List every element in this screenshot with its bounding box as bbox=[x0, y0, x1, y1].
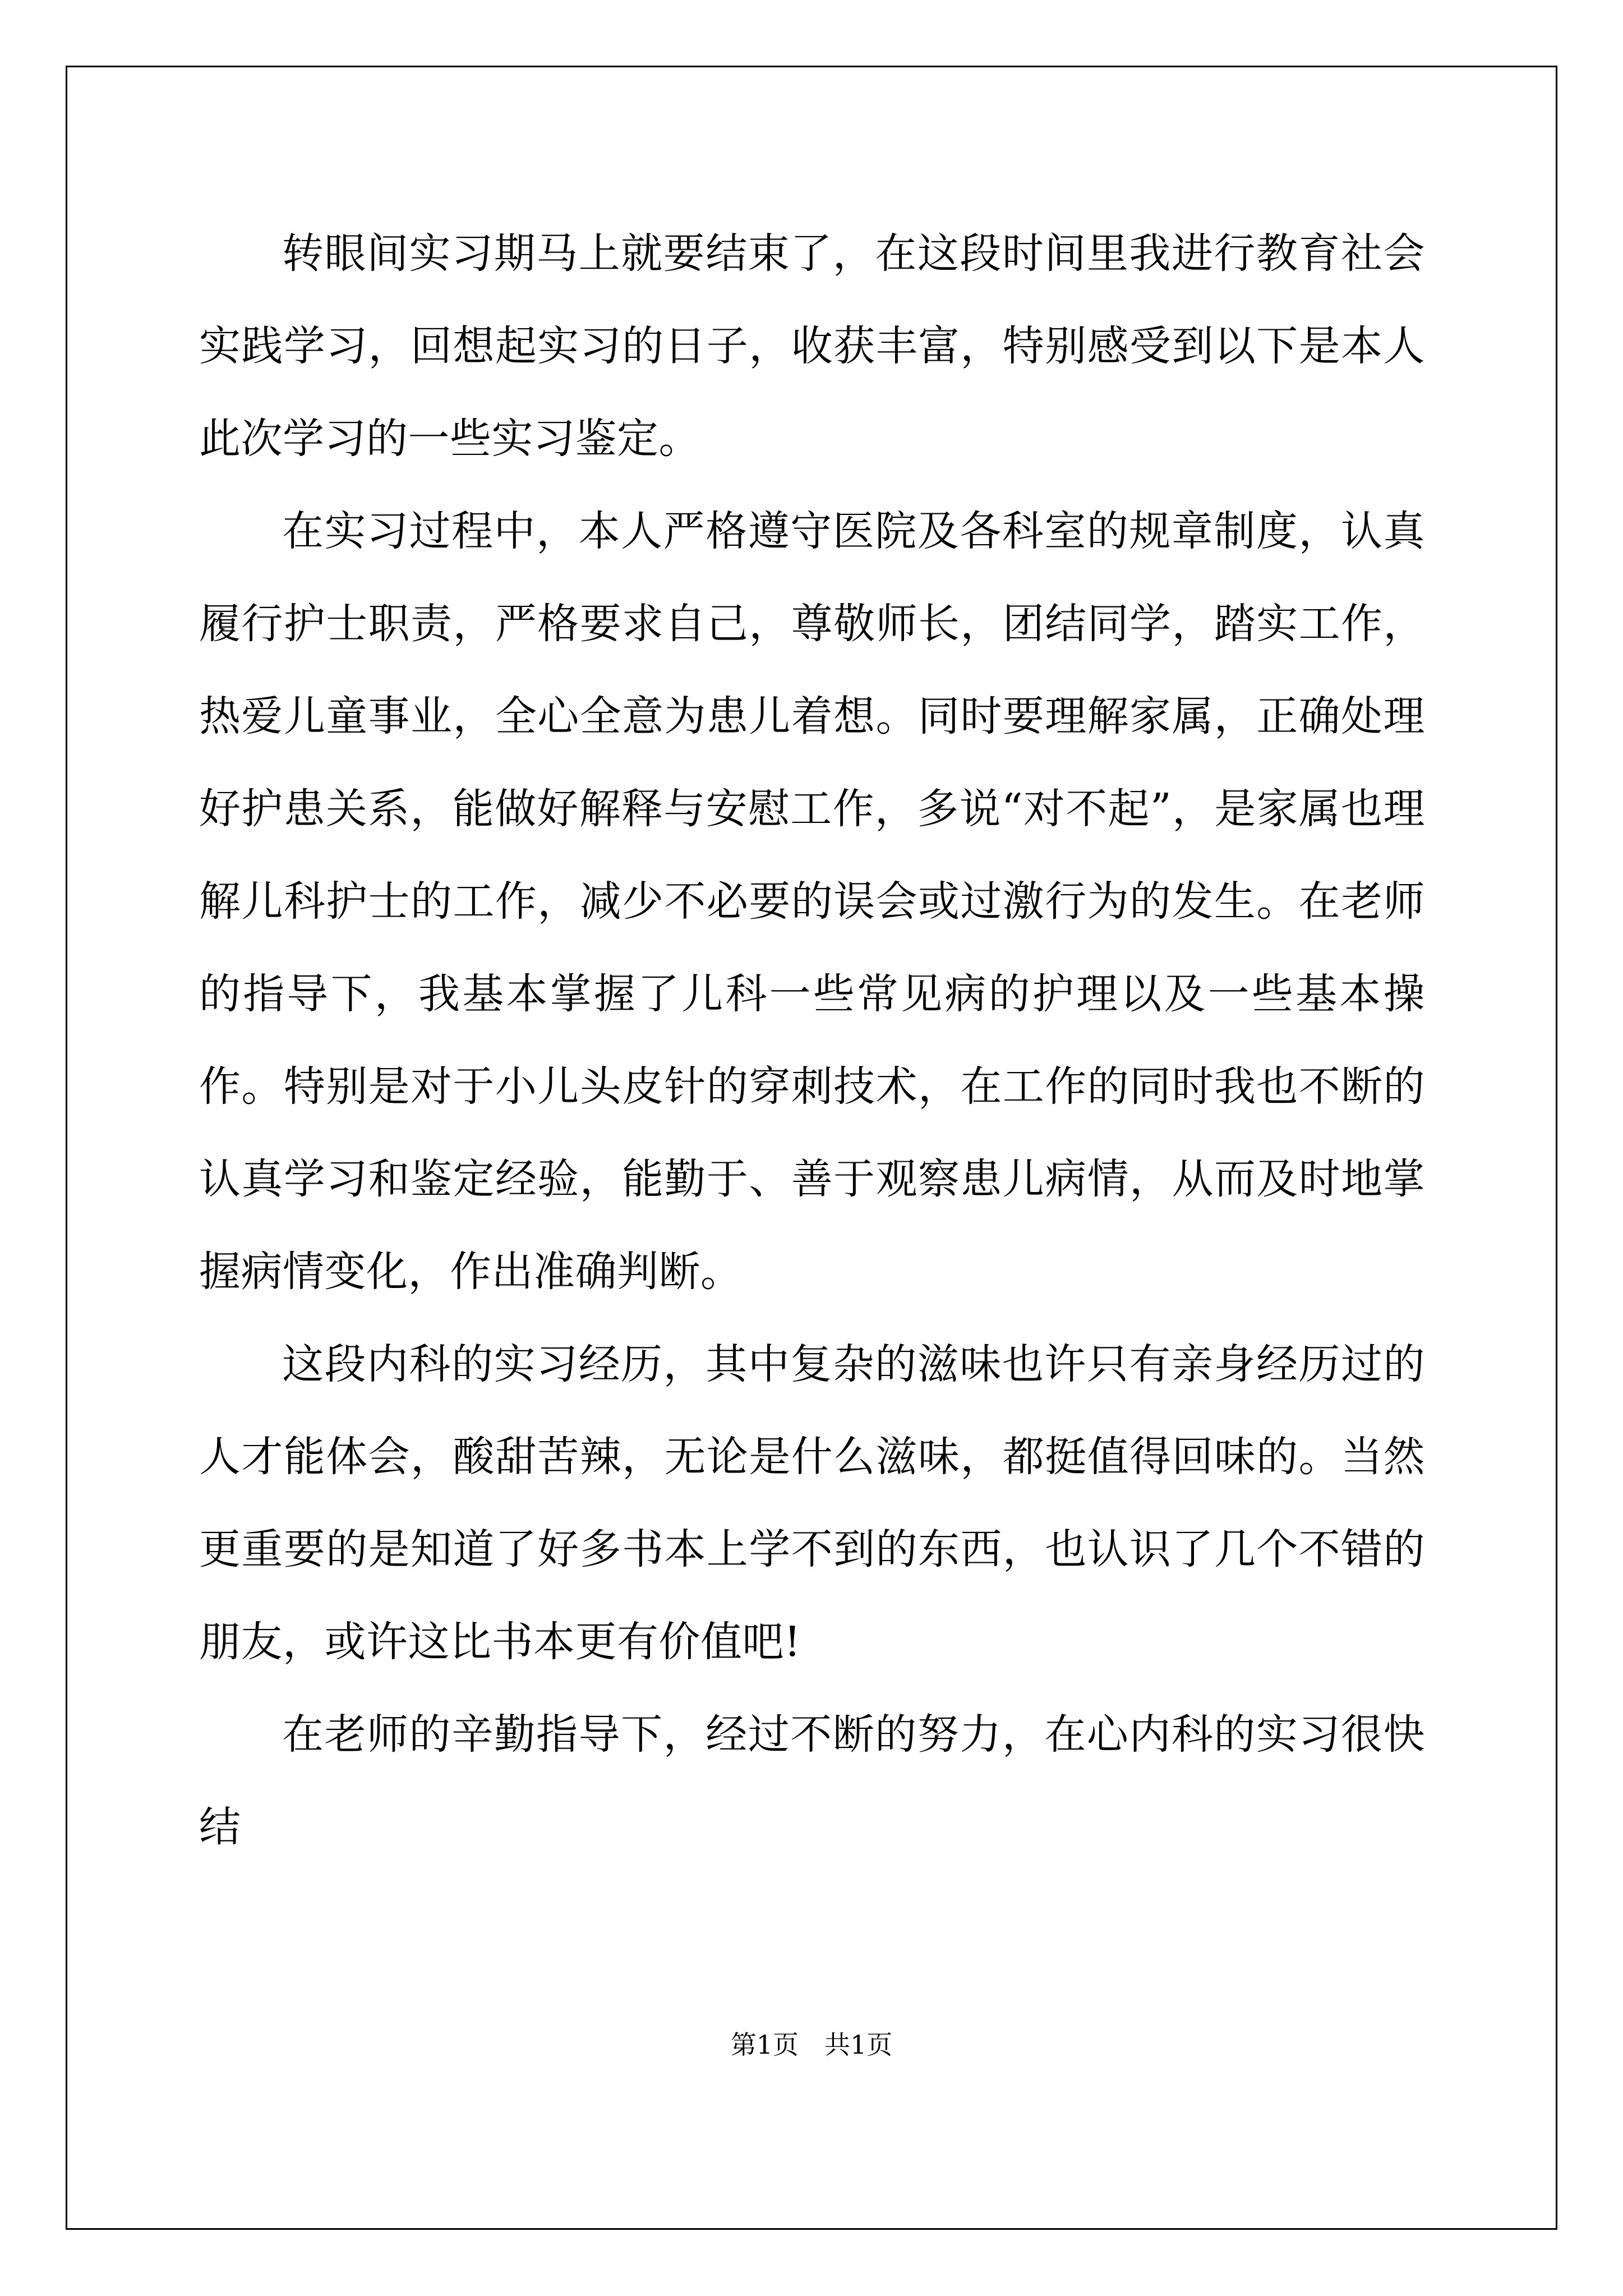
document-body bbox=[199, 208, 1425, 1874]
paragraph-4: 在老师的辛勤指导下，经过不断的努力，在心内科的实习很快结 bbox=[199, 1710, 1425, 1851]
paragraph-2: 在实习过程中，本人严格遵守医院及各科室的规章制度，认真履行护士职责，严格要求自己，尊敬师长，团结同学，踏实工作，热爱儿童事业，全心全意为患儿着想。同时要理解家属，正确处理好护患关系，能做好解释与安慰工作，多说“对不起”，是家属也理解儿科护士的工作，减少不必要的误会或过激行为的发生。在老师的指导下，我基本掌握了儿科一些常见病的护理以及一些基本操作。特别是对于小儿头皮针的穿刺技术，在工作的同时我也不断的认真学习和鉴定经验，能勤于、善于观察患儿病情，从而及时地掌握病情变化，作出准确判断。 bbox=[199, 507, 1425, 1296]
page-footer: 第1页 共1页 bbox=[730, 2030, 893, 2060]
paragraph-3: 这段内科的实习经历，其中复杂的滋味也许只有亲身经历过的人才能体会，酸甜苦辣，无论是什么滋味，都挺值得回味的。当然更重要的是知道了好多书本上学不到的东西，也认识了几个不错的朋友，或许这比书本更有价值吧! bbox=[199, 1340, 1425, 1666]
paragraph-1: 转眼间实习期马上就要结束了，在这段时间里我进行教育社会实践学习，回想起实习的日子，收获丰富，特别感受到以下是本人此次学习的一些实习鉴定。 bbox=[199, 229, 1425, 463]
